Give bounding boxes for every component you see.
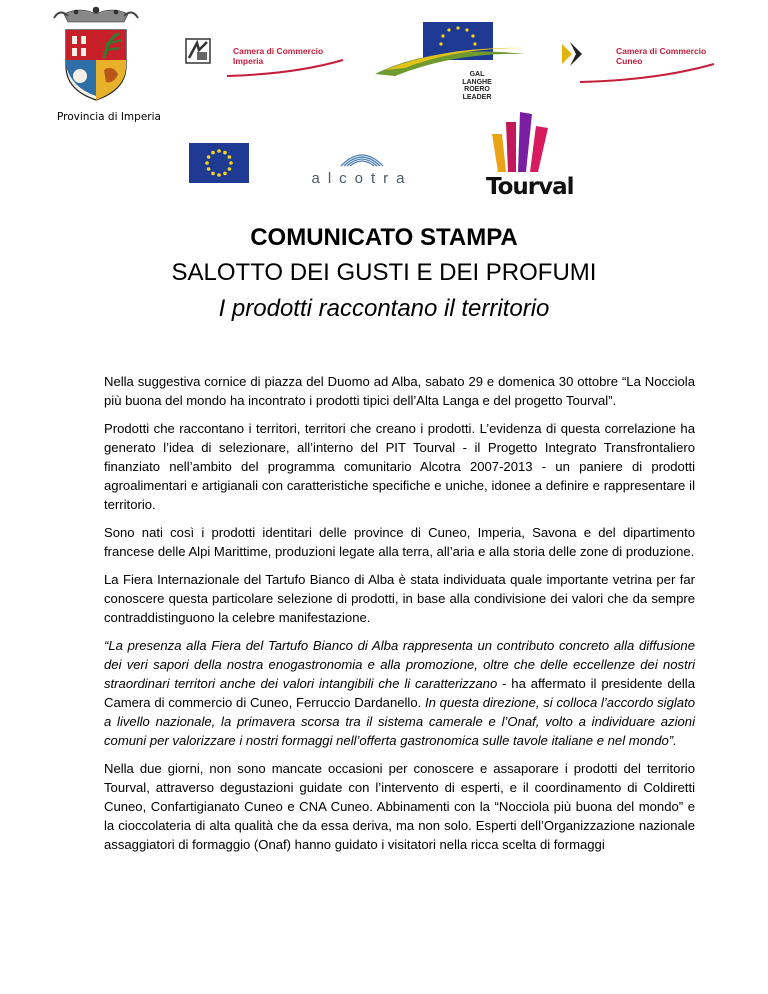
- paragraph-2: Prodotti che raccontano i territori, territori che creano i prodotti. L’evidenza di questa correlazione ha generato l’idea di selezionare, all’interno del PIT Tourval - il Progetto Integrato Transfrontaliero finanziato nell’ambito del programma comunitario Alcotra 2007-2013 - un paniere di prodotti agroalimentari e artigianali con caratteristiche specifiche e uniche, idonee a definire e rappresentare il territorio.: [104, 421, 695, 512]
- quote-part-1: “La presenza alla Fiera del Tartufo Bianco di Alba rappresenta un contributo concreto alla diffusione dei veri sapori della nostra enogastronomia e alla promozione, oltre che delle eccellenze dei nostri straordinari territori anche dei valori intangibili che li caratterizzano: [104, 638, 695, 691]
- document-tagline: I prodotti raccontano il territorio: [218, 295, 550, 322]
- quote-part-2: In questa direzione, si colloca l’accordo siglato a livello nazionale, la primavera scorsa tra il sistema camerale e l’Onaf, volto a individuare azioni comuni per valorizzare i nostri formaggi nell’offerta gastronomica sulle tavole italiane e nel mondo”.: [104, 695, 695, 748]
- paragraph-3: Sono nati così i prodotti identitari delle province di Cuneo, Imperia, Savona e del dipartimento francese delle Alpi Marittime, produzioni legate alla terra, all’aria e alla storia delle zone di produzione.: [104, 525, 695, 559]
- province-caption: Provincia di Imperia: [57, 111, 161, 123]
- gal-line-4: LEADER: [462, 93, 492, 101]
- paragraph-4: La Fiera Internazionale del Tartufo Bianco di Alba è stata individuata quale importante vetrina per far conoscere questa particolare selezione di prodotti, in base alla condivisione dei valori che da sempre contraddistinguono la celebre manifestazione.: [104, 572, 695, 625]
- press-release-body: [104, 372, 695, 863]
- quote-attribution: - ha affermato il presidente della Camera di commercio di Cuneo, Ferruccio Dardanello.: [104, 676, 695, 710]
- gal-line-1: GAL: [469, 71, 485, 78]
- alcotra-arches-icon: [303, 146, 421, 168]
- provincia-imperia-crest-logo: [50, 4, 142, 104]
- cciaa-imperia-swoosh-icon: [225, 58, 350, 78]
- paragraph-5: [104, 636, 695, 750]
- eu-flag-icon: [189, 143, 249, 183]
- tourval-flags-icon: [488, 104, 568, 174]
- cciaa-cuneo-logo: [556, 36, 726, 86]
- cciaa-imperia-line2: Imperia: [233, 56, 264, 66]
- cciaa-imperia-logo: [185, 36, 355, 78]
- gal-eu-swoosh-icon: [375, 16, 525, 76]
- paragraph-1: Nella suggestiva cornice di piazza del Duomo ad Alba, sabato 29 e domenica 30 ottobre “La Nocciola più buona del mondo ha incontrato i prodotti tipici dell’Alta Langa e del progetto Tourval”.: [104, 374, 695, 408]
- paragraph-6: Nella due giorni, non sono mancate occasioni per conoscere e assaporare i prodotti del territorio Tourval, attraverso degustazioni guidate con l’intervento di esperti, e il coordinamento di Coldiretti Cuneo, Confartigianato Cuneo e CNA Cuneo. Abbinamenti con la “Nocciola più buona del mondo” e la cioccolateria di alta qualità che da essa deriva, ma non solo. Esperti dell’Organizzazione nazionale assaggiatori di formaggio (Onaf) hanno guidato i visitatori nella ricca scelta di formaggi: [104, 761, 695, 852]
- cciaa-cuneo-swoosh-icon: [578, 60, 718, 84]
- cciaa-cuneo-line1: Camera di Commercio: [616, 46, 707, 56]
- gal-line-3: ROERO: [464, 86, 490, 93]
- cciaa-imperia-line1: Camera di Commercio: [233, 46, 324, 56]
- alcotra-logo: [303, 146, 421, 186]
- document-title: COMUNICATO STAMPA: [250, 224, 518, 251]
- tourval-logo: [484, 104, 574, 204]
- cciaa-imperia-emblem-icon: [185, 38, 211, 64]
- document-subtitle: SALOTTO DEI GUSTI E DEI PROFUMI: [171, 259, 597, 286]
- tourval-wordmark: Tourval: [486, 174, 574, 200]
- gal-line-2: LANGHE: [462, 78, 492, 86]
- gal-langhe-roero-leader-logo: [375, 16, 525, 101]
- cciaa-cuneo-line2: Cuneo: [616, 56, 643, 66]
- alcotra-wordmark: alcotra: [311, 170, 413, 187]
